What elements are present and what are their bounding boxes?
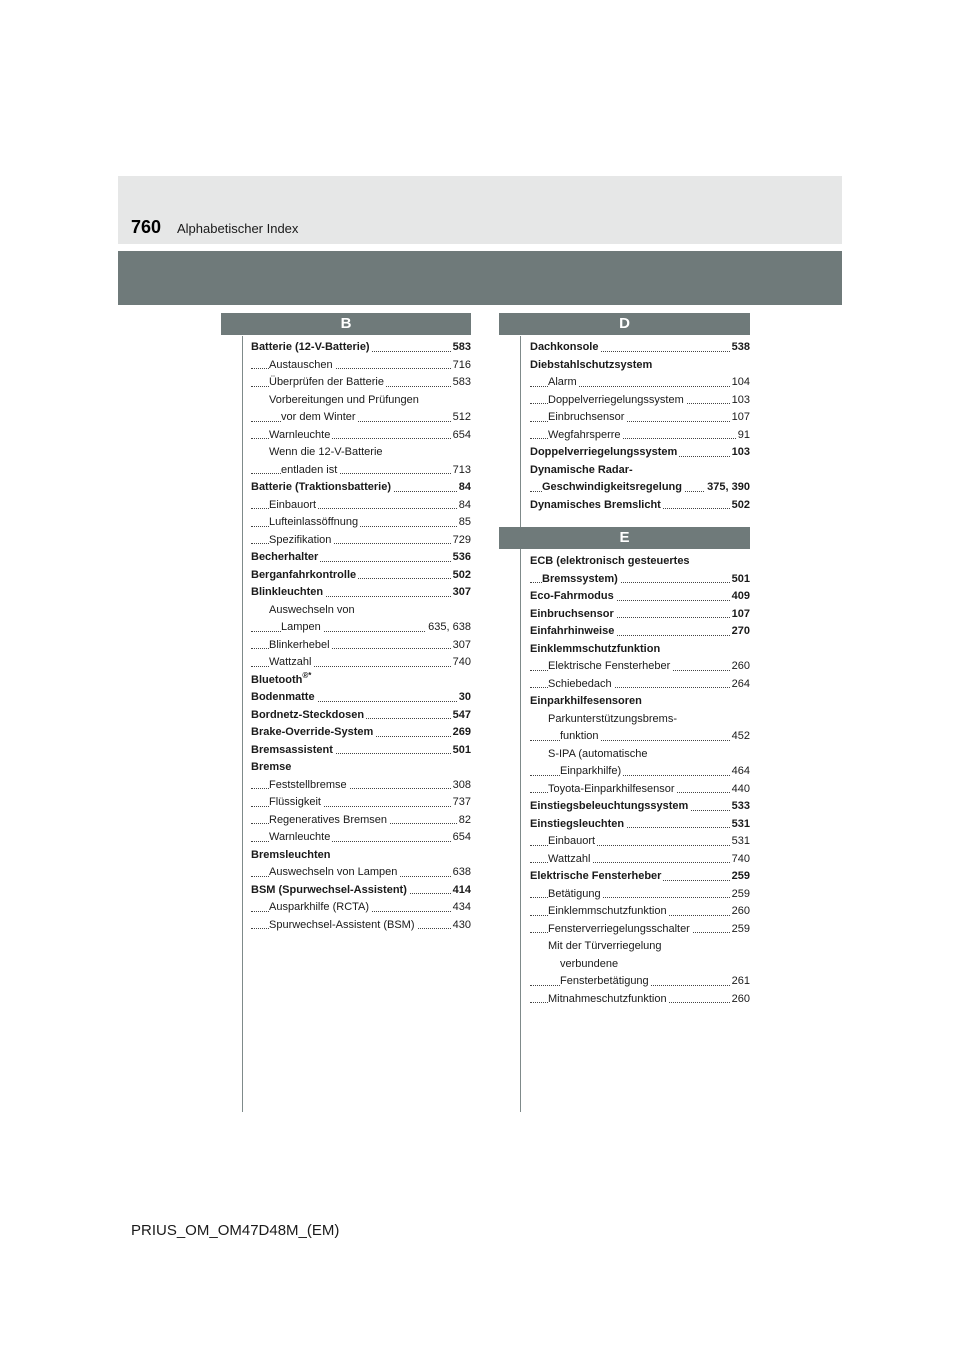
index-entry	[251, 637, 471, 655]
page-reference[interactable]: 107	[730, 606, 750, 624]
index-entry	[530, 392, 750, 410]
index-entry	[530, 357, 750, 375]
page-reference[interactable]: 638	[451, 864, 471, 882]
index-term: Diebstahlschutzsystem	[530, 358, 653, 371]
index-entry	[530, 746, 750, 764]
index-entry	[251, 777, 471, 795]
index-entry	[530, 956, 750, 974]
index-entry	[530, 462, 750, 480]
index-entry	[530, 903, 750, 921]
page-reference[interactable]: 729	[451, 532, 471, 550]
index-term: Mit der Türverriegelung	[548, 940, 662, 952]
index-term: Einparkhilfe)	[560, 765, 622, 777]
page-reference[interactable]: 434	[451, 899, 471, 917]
index-entry	[251, 339, 471, 357]
index-entry	[530, 798, 750, 816]
index-term: Einparkhilfesensoren	[530, 695, 642, 707]
index-entry	[251, 917, 471, 935]
page-reference[interactable]: 30	[457, 689, 471, 707]
index-term: Blinkerhebel	[269, 638, 330, 651]
page-reference[interactable]: 107	[730, 409, 750, 427]
page-reference[interactable]: 538	[730, 339, 750, 357]
index-term: Spurwechsel-Assistent (BSM)	[269, 918, 415, 931]
page-reference[interactable]: 536	[451, 549, 471, 567]
index-term: Einklemmschutzfunktion	[530, 642, 661, 655]
index-term: Dynamische Radar-	[530, 463, 633, 476]
index-entry	[530, 571, 750, 589]
page-reference[interactable]: 501	[451, 742, 471, 760]
index-term: Elektrische Fensterheber	[530, 870, 662, 882]
index-entry	[251, 759, 471, 777]
index-entry	[530, 728, 750, 746]
page-reference[interactable]: 375, 390	[705, 479, 750, 497]
index-entry	[251, 532, 471, 550]
index-term: Bluetooth®*	[251, 671, 312, 686]
index-term: Alarm	[548, 376, 577, 388]
index-term: Eco-Fahrmodus	[530, 590, 614, 602]
page-reference[interactable]: 414	[451, 882, 471, 900]
page-reference[interactable]: 103	[730, 392, 750, 410]
index-term: funktion	[560, 730, 599, 742]
index-entry	[251, 479, 471, 497]
trademark-mark: ®*	[302, 671, 312, 680]
page-reference[interactable]: 260	[730, 903, 750, 921]
index-term: Wattzahl	[269, 656, 312, 668]
page-reference[interactable]: 82	[457, 812, 471, 830]
index-entry	[530, 606, 750, 624]
index-entry	[530, 763, 750, 781]
index-column-b	[251, 339, 471, 934]
index-entry	[530, 676, 750, 694]
index-term: Einbauort	[548, 835, 596, 847]
page-reference[interactable]: 547	[451, 707, 471, 725]
index-term: Berganfahrkontrolle	[251, 568, 357, 581]
index-term: Einbruchsensor	[530, 607, 614, 620]
index-term: Einstiegsbeleuchtungssystem	[530, 800, 689, 812]
index-term: Einbauort	[269, 498, 317, 511]
index-entry	[530, 553, 750, 571]
section-letter-e: E	[499, 527, 750, 549]
index-term: Überprüfen der Batterie	[269, 376, 384, 388]
column-divider-right	[520, 336, 521, 1112]
page-reference[interactable]: 91	[736, 427, 750, 445]
section-letter-d: D	[499, 313, 750, 335]
section-letter-b: B	[221, 313, 471, 335]
index-term: Lampen	[281, 621, 321, 633]
page-reference[interactable]: 104	[730, 374, 750, 392]
page-reference[interactable]: 307	[451, 637, 471, 655]
page-reference[interactable]: 452	[730, 728, 750, 746]
index-term: Schiebedach	[548, 677, 612, 690]
index-term: Einklemmschutzfunktion	[548, 905, 667, 917]
index-term: Warnleuchte	[269, 831, 331, 843]
index-entry	[251, 549, 471, 567]
index-entry	[530, 833, 750, 851]
index-term: Geschwindigkeitsregelung	[542, 481, 682, 493]
page-reference[interactable]: 531	[730, 816, 750, 834]
index-entry	[251, 864, 471, 882]
index-entry	[251, 619, 471, 637]
page-reference[interactable]: 269	[451, 724, 471, 742]
index-entry	[251, 427, 471, 445]
index-term: ECB (elektronisch gesteuertes	[530, 555, 690, 567]
index-term: Warnleuchte	[269, 428, 331, 441]
index-term: Feststellbremse	[269, 778, 347, 791]
index-term: Batterie (Traktionsbatterie)	[251, 481, 391, 493]
index-term: Regeneratives Bremsen	[269, 813, 388, 826]
index-entry	[251, 707, 471, 725]
page-reference[interactable]: 259	[730, 868, 750, 886]
index-entry	[530, 497, 750, 515]
index-term: Betätigung	[548, 887, 601, 900]
page-reference[interactable]: 740	[730, 851, 750, 869]
index-entry	[530, 921, 750, 939]
index-entry	[530, 641, 750, 659]
index-term: Fensterverriegelungsschalter	[548, 922, 690, 935]
page-reference[interactable]: 583	[451, 339, 471, 357]
index-entry	[530, 886, 750, 904]
page-reference[interactable]: 740	[451, 654, 471, 672]
index-entry	[251, 444, 471, 462]
page-reference[interactable]: 261	[730, 973, 750, 991]
index-term: Brake-Override-System	[251, 726, 374, 738]
index-entry	[530, 868, 750, 886]
index-term: Bremssystem)	[542, 572, 618, 585]
index-entry	[251, 514, 471, 532]
index-entry	[251, 654, 471, 672]
index-entry	[530, 409, 750, 427]
page-reference[interactable]: 84	[457, 479, 471, 497]
index-entry	[530, 991, 750, 1009]
index-entry	[530, 693, 750, 711]
page-reference[interactable]: 84	[457, 497, 471, 515]
index-term: Wattzahl	[548, 852, 591, 865]
index-term: Toyota-Einparkhilfesensor	[548, 782, 675, 795]
index-term: Batterie (12-V-Batterie)	[251, 341, 370, 353]
page-reference[interactable]: 260	[730, 991, 750, 1009]
index-entry	[530, 427, 750, 445]
index-entry	[530, 479, 750, 497]
page-reference[interactable]: 464	[730, 763, 750, 781]
index-term: vor dem Winter	[281, 411, 356, 423]
index-term: Doppelverriegelungssystem	[548, 393, 684, 406]
index-entry	[251, 812, 471, 830]
index-entry	[530, 973, 750, 991]
page-reference[interactable]: 512	[451, 409, 471, 427]
index-entry	[251, 689, 471, 707]
index-entry	[251, 899, 471, 917]
page-reference[interactable]: 635, 638	[426, 619, 471, 637]
page-reference[interactable]: 501	[730, 571, 750, 589]
index-entry	[530, 851, 750, 869]
page-reference[interactable]: 583	[451, 374, 471, 392]
index-term: S-IPA (automatische	[548, 747, 648, 760]
page-reference[interactable]: 264	[730, 676, 750, 694]
index-term: Dachkonsole	[530, 341, 599, 353]
page-number: 760	[131, 217, 162, 237]
index-entry	[251, 829, 471, 847]
column-divider-left	[242, 336, 243, 1112]
index-entry	[251, 882, 471, 900]
page-reference[interactable]: 430	[451, 917, 471, 935]
page-reference[interactable]: 103	[730, 444, 750, 462]
page-reference[interactable]: 260	[730, 658, 750, 676]
index-term: Auswechseln von	[269, 603, 355, 616]
index-entry	[251, 567, 471, 585]
index-entry	[251, 392, 471, 410]
section-band	[118, 251, 842, 305]
index-entry	[251, 357, 471, 375]
index-entry	[251, 497, 471, 515]
index-term: Spezifikation	[269, 533, 332, 546]
page-reference[interactable]: 409	[730, 588, 750, 606]
index-entry	[530, 623, 750, 641]
index-column-e	[530, 553, 750, 1008]
index-term: Flüssigkeit	[269, 796, 321, 808]
index-term: Blinkleuchten	[251, 586, 324, 598]
index-term: BSM (Spurwechsel-Assistent)	[251, 883, 407, 896]
page-reference[interactable]: 308	[451, 777, 471, 795]
index-term: Mitnahmeschutzfunktion	[548, 992, 667, 1005]
index-entry	[530, 711, 750, 729]
page-reference[interactable]: 502	[730, 497, 750, 515]
index-term: Austauschen	[269, 358, 333, 371]
page-reference[interactable]: 307	[451, 584, 471, 602]
index-term: Doppelverriegelungssystem	[530, 446, 678, 458]
index-term: Wegfahrsperre	[548, 428, 621, 441]
index-entry	[251, 409, 471, 427]
index-entry	[530, 444, 750, 462]
index-entry	[251, 584, 471, 602]
index-entry	[530, 938, 750, 956]
index-term: Bodenmatte	[251, 691, 315, 703]
index-term: Becherhalter	[251, 551, 319, 563]
index-entry	[251, 742, 471, 760]
index-term: Einfahrhinweise	[530, 625, 615, 637]
index-term: Dynamisches Bremslicht	[530, 498, 661, 511]
page-title: Alphabetischer Index	[177, 221, 299, 236]
index-term: Elektrische Fensterheber	[548, 660, 671, 672]
index-entry	[530, 374, 750, 392]
page-reference[interactable]: 716	[451, 357, 471, 375]
index-entry	[530, 339, 750, 357]
index-entry	[530, 781, 750, 799]
index-column-d	[530, 339, 750, 514]
document-code: PRIUS_OM_OM47D48M_(EM)	[131, 1222, 340, 1239]
page-reference[interactable]: 502	[451, 567, 471, 585]
page-reference[interactable]: 737	[451, 794, 471, 812]
index-term: Einstiegsleuchten	[530, 817, 625, 830]
index-entry	[251, 724, 471, 742]
index-entry	[251, 602, 471, 620]
index-term: Parkunterstützungsbrems-	[548, 712, 677, 725]
page-reference[interactable]: 440	[730, 781, 750, 799]
page-reference[interactable]: 713	[451, 462, 471, 480]
index-entry	[530, 816, 750, 834]
index-entry	[251, 672, 471, 690]
index-term: verbundene	[560, 957, 619, 970]
index-term: Bordnetz-Steckdosen	[251, 708, 365, 721]
index-term: Wenn die 12-V-Batterie	[269, 446, 383, 458]
page-reference[interactable]: 654	[451, 427, 471, 445]
index-term: Ausparkhilfe (RCTA)	[269, 901, 370, 913]
index-term: Bremsassistent	[251, 743, 333, 756]
index-term: Vorbereitungen und Prüfungen	[269, 393, 419, 406]
index-term: entladen ist	[281, 463, 338, 476]
index-term: Bremse	[251, 761, 292, 773]
page-reference[interactable]: 259	[730, 921, 750, 939]
page-reference[interactable]: 270	[730, 623, 750, 641]
index-term: Einbruchsensor	[548, 411, 625, 423]
index-entry	[251, 374, 471, 392]
index-term: Lufteinlassöffnung	[269, 516, 359, 528]
index-entry	[530, 658, 750, 676]
index-entry	[251, 847, 471, 865]
index-entry	[251, 462, 471, 480]
index-term: Fensterbetätigung	[560, 975, 649, 987]
page-reference[interactable]: 85	[457, 514, 471, 532]
page-reference[interactable]: 259	[730, 886, 750, 904]
page-reference[interactable]: 533	[730, 798, 750, 816]
index-term: Bremsleuchten	[251, 848, 331, 861]
index-entry	[530, 588, 750, 606]
page-reference[interactable]: 531	[730, 833, 750, 851]
index-term: Auswechseln von Lampen	[269, 866, 398, 878]
index-entry	[251, 794, 471, 812]
page-reference[interactable]: 654	[451, 829, 471, 847]
